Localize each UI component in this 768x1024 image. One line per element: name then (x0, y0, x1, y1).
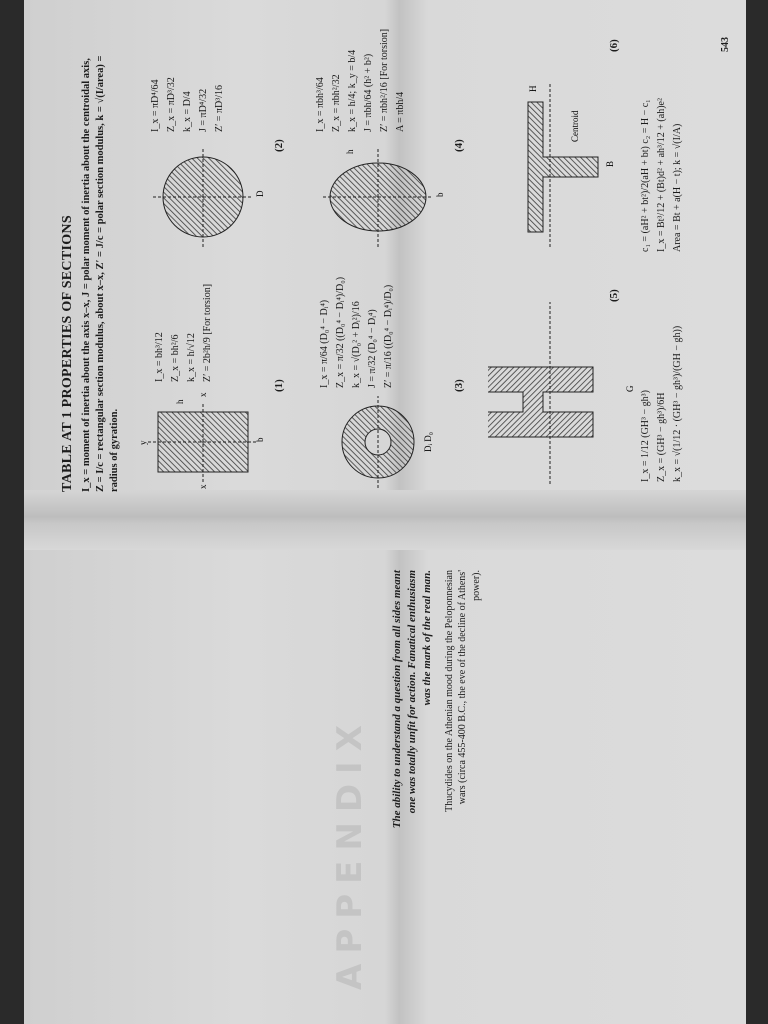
svg-text:G: G (625, 385, 635, 392)
sections-grid (138, 28, 698, 492)
centroid-label: Centroid (570, 110, 580, 142)
formula: Z′ = 2b²h/9 [For torsion] (202, 283, 213, 382)
axis-y-label: y (138, 440, 148, 445)
formula: k_x = D/4 (182, 91, 193, 132)
formula: Area = Bt + a(H − t); k = √(I/A) (672, 123, 683, 252)
formula: J = π/32 (D₀⁴ − Dᵢ⁴) (367, 309, 378, 388)
formula: I_x = πbh³/64 (315, 77, 326, 132)
section-number: (1) (273, 379, 285, 392)
formula: I_x = π/64 (D₀⁴ − Dᵢ⁴) (319, 299, 330, 388)
formula: I_x = bh³/12 (154, 332, 165, 382)
table-definitions: I_x = moment of inertia about the axis x–x, J = polar moment of inertia about the centroidal axis, Z = I/c = rectangular section modulus, about x–x, Z′ = J/c = polar section modulus, k = √(I/area) = radius of gyration. (81, 55, 121, 492)
formula: Z_x = πbh²/32 (331, 74, 342, 132)
epigraph-attribution: Thucydides on the Athenian mood during the Peloponnesian wars (circa 455-400 B.C., the eve of the decline of Athens' power). (443, 570, 482, 812)
formula: J = πbh/64 (h² + b²) (363, 53, 374, 132)
section-5-formulas (638, 326, 686, 482)
svg-text:b: b (435, 192, 445, 197)
section-4-formulas (313, 29, 409, 132)
svg-text:h: h (175, 399, 185, 404)
formula: k_x = √(1/12 · (GH³ − gh³)/(GH − gh)) (672, 325, 683, 482)
circle-figure (138, 32, 288, 252)
formula: I_x = 1/12 (GH³ − gh³) (640, 390, 651, 482)
formula: Z′ = πbh²/16 [For torsion] (379, 28, 390, 132)
section-4-ellipse (313, 28, 473, 252)
svg-text:H: H (528, 85, 538, 92)
table-title: TABLE AT 1 PROPERTIES OF SECTIONS (60, 215, 75, 492)
section-6-formulas (638, 98, 686, 252)
page-number: 543 (720, 37, 731, 52)
formula: Z_x = πD³/32 (166, 77, 177, 132)
section-number: (3) (453, 379, 465, 392)
section-number: (2) (273, 139, 285, 152)
formula: Z_x = (GH³ − gh³)/6H (656, 392, 667, 482)
appendix-watermark: APPENDIX (330, 715, 370, 990)
section-number: (5) (608, 289, 620, 302)
appendix-page (330, 540, 710, 1000)
section-6-t-section (488, 32, 683, 252)
section-number: (6) (608, 39, 620, 52)
axis-x-label: x (198, 484, 208, 489)
formula: c₁ = (aH² + bt²)/2(aH + bt) c₂ = H − c₁ (640, 99, 651, 252)
formula: Z_x = bh²/6 (170, 334, 181, 382)
section-3-formulas (317, 277, 397, 388)
formula: k_x = h/4; k_y = b/4 (347, 49, 358, 132)
epigraph (390, 570, 483, 830)
formula: A = πbh/4 (395, 91, 406, 132)
section-2-circle (138, 32, 298, 252)
svg-text:D: D (255, 190, 265, 197)
i-beam-figure (488, 272, 638, 492)
svg-text:h: h (345, 149, 355, 154)
section-2-formulas (148, 77, 228, 132)
svg-text:B: B (605, 160, 615, 167)
section-1-formulas (152, 284, 216, 382)
formula: Z′ = π/16 ((D₀⁴ − Dᵢ⁴)/D₀) (383, 284, 394, 388)
t-section-figure (488, 32, 638, 252)
table-page (60, 28, 740, 492)
formula: I_x = πD⁴/64 (150, 79, 161, 132)
formula: I_x = Bt³/12 + (Bt)d² + ah³/12 + (ah)e² (656, 98, 667, 252)
axis-x-label: x (198, 392, 208, 397)
epigraph-quote: The ability to understand a question from all sides meant one was totally unfit for action. Fanatical enthusiasm was the mark of the real man. (391, 570, 433, 829)
formula: J = πD⁴/32 (198, 88, 209, 132)
svg-text:b: b (255, 437, 265, 442)
section-1-rectangle (138, 272, 298, 492)
section-5-i-beam (488, 272, 683, 492)
formula: k_x = √(D₀² + Dᵢ²)/16 (351, 301, 362, 388)
formula: Z_x = π/32 ((D₀⁴ − Dᵢ⁴)/D₀) (335, 276, 346, 388)
formula: Z′ = πD³/16 (214, 85, 225, 132)
section-number: (4) (453, 139, 465, 152)
section-3-hollow-circle (313, 272, 473, 492)
formula: k_x = h/√12 (186, 333, 197, 382)
svg-text:Dᵢ D₀: Dᵢ D₀ (423, 432, 433, 452)
